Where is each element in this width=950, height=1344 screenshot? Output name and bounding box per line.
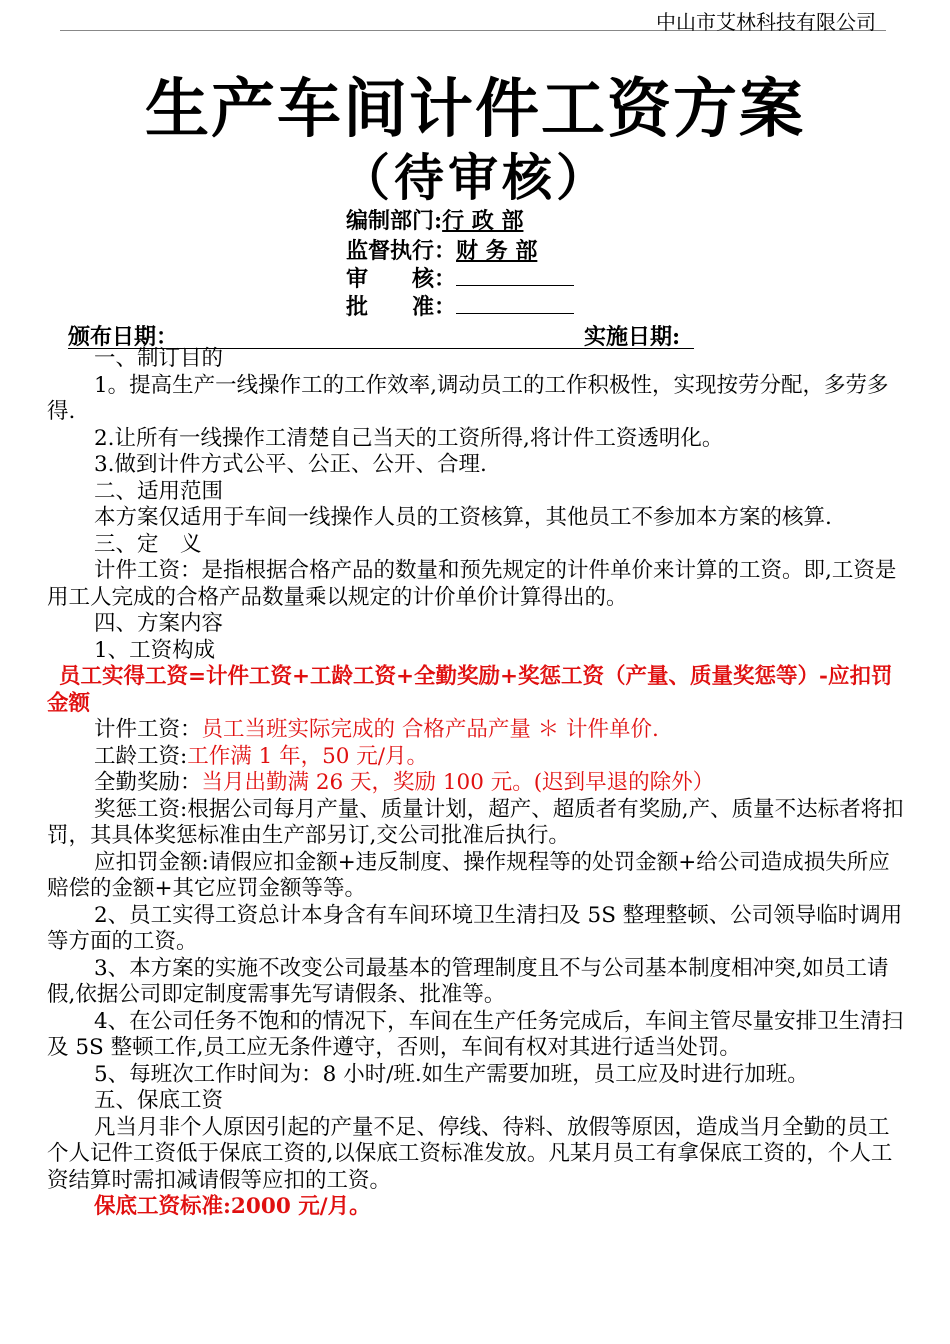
review-blank-line <box>456 267 574 286</box>
meta-review <box>346 264 574 294</box>
approve-blank-line <box>456 295 574 314</box>
meta-dept <box>346 206 523 236</box>
approve-label: 批 准： <box>346 294 457 320</box>
subheading-wage-structure: 1、工资构成 <box>94 637 216 663</box>
page-header <box>60 4 886 34</box>
purpose-item-1: 1。提高生产一线操作工的工作效率,调动员工的工作积极性，实现按劳分配，多劳多得. <box>47 372 889 424</box>
wage-formula: 员工实得工资=计件工资+工龄工资+全勤奖励+奖惩工资（产量、质量奖惩等）-应扣罚金额 <box>47 664 893 716</box>
definition-paragraph: 计件工资：是指根据合格产品的数量和预先规定的计件单价来计算的工资。即,工资是用工人完成的合格产品数量乘以规定的计价单价计算得出的。 <box>47 558 897 610</box>
section-heading-minimum-wage: 五、保底工资 <box>94 1088 224 1113</box>
publish-date-label: 颁布日期： <box>68 324 179 350</box>
seniority-wage-label: 工龄工资: <box>94 743 188 769</box>
piece-wage-label: 计件工资： <box>94 717 202 742</box>
effective-date-label: 实施日期: <box>584 324 681 350</box>
content-item-3: 3、本方案的实施不改变公司最基本的管理制度且不与公司基本制度相冲突,如员工请假,依据公司即定制度需事先写请假条、批准等。 <box>47 955 889 1007</box>
dept-value: 行 政 部 <box>442 208 524 234</box>
review-label: 审 核： <box>346 266 457 292</box>
section-heading-scope: 二、适用范围 <box>94 478 224 504</box>
content-item-4: 4、在公司任务不饱和的情况下，车间在生产任务完成后，车间主管尽量安排卫生清扫及 5S 整顿工作,员工应无条件遵守，否则，车间有权对其进行适当处罚。 <box>47 1008 904 1060</box>
dates-row <box>68 320 694 349</box>
deduction-paragraph: 应扣罚金额:请假应扣金额+违反制度、操作规程等的处罚金额+给公司造成损失所应赔偿的金额+其它应罚金额等等。 <box>47 849 890 901</box>
purpose-item-2: 2.让所有一线操作工清楚自己当天的工资所得,将计件工资透明化。 <box>94 425 724 451</box>
document-subtitle: （待审核） <box>340 148 610 207</box>
piece-wage-line <box>47 717 907 744</box>
attendance-bonus-value: 当月出勤满 26 天，奖励 100 元。(迟到早退的除外） <box>201 770 715 795</box>
document-body <box>47 346 907 1221</box>
company-name: 中山市艾林科技有限公司 <box>656 10 876 34</box>
supervise-label: 监督执行： <box>346 238 457 264</box>
attendance-bonus-line <box>47 770 907 797</box>
meta-approve <box>346 292 574 322</box>
minimum-wage-standard: 保底工资标准:2000 元/月。 <box>94 1194 371 1219</box>
purpose-item-3: 3.做到计件方式公平、公正、公开、合理. <box>94 452 487 477</box>
minimum-wage-paragraph: 凡当月非个人原因引起的产量不足、停线、待料、放假等原因，造成当月全勤的员工个人记件工资低于保底工资的,以保底工资标准发放。凡某月员工有拿保底工资的，个人工资结算时需扣减请假等应扣的工资。 <box>47 1114 893 1193</box>
section-heading-purpose: 一、制订目的 <box>94 346 224 371</box>
reward-penalty-paragraph: 奖惩工资:根据公司每月产量、质量计划，超产、超质者有奖励,产、质量不达标者将扣罚，其具体奖惩标准由生产部另订,交公司批准后执行。 <box>47 796 904 848</box>
section-heading-content: 四、方案内容 <box>94 611 224 636</box>
document-title: 生产车间计件工资方案 <box>145 72 805 147</box>
section-heading-definition: 三、定 义 <box>94 531 202 557</box>
seniority-wage-line <box>47 744 907 771</box>
piece-wage-value: 员工当班实际完成的 合格产品产量 ＊ 计件单价. <box>201 717 659 742</box>
supervise-value: 财 务 部 <box>456 238 538 264</box>
scope-paragraph: 本方案仅适用于车间一线操作人员的工资核算，其他员工不参加本方案的核算. <box>94 505 832 530</box>
content-item-2: 2、员工实得工资总计本身含有车间环境卫生清扫及 5S 整理整顿、公司领导临时调用等方面的工资。 <box>47 902 903 954</box>
meta-supervise <box>346 236 537 266</box>
seniority-wage-value: 工作满 1 年，50 元/月。 <box>187 743 429 769</box>
attendance-bonus-label: 全勤奖励： <box>94 770 202 795</box>
content-item-5: 5、每班次工作时间为：8 小时/班.如生产需要加班，员工应及时进行加班。 <box>94 1061 809 1087</box>
dept-label: 编制部门: <box>346 208 443 234</box>
